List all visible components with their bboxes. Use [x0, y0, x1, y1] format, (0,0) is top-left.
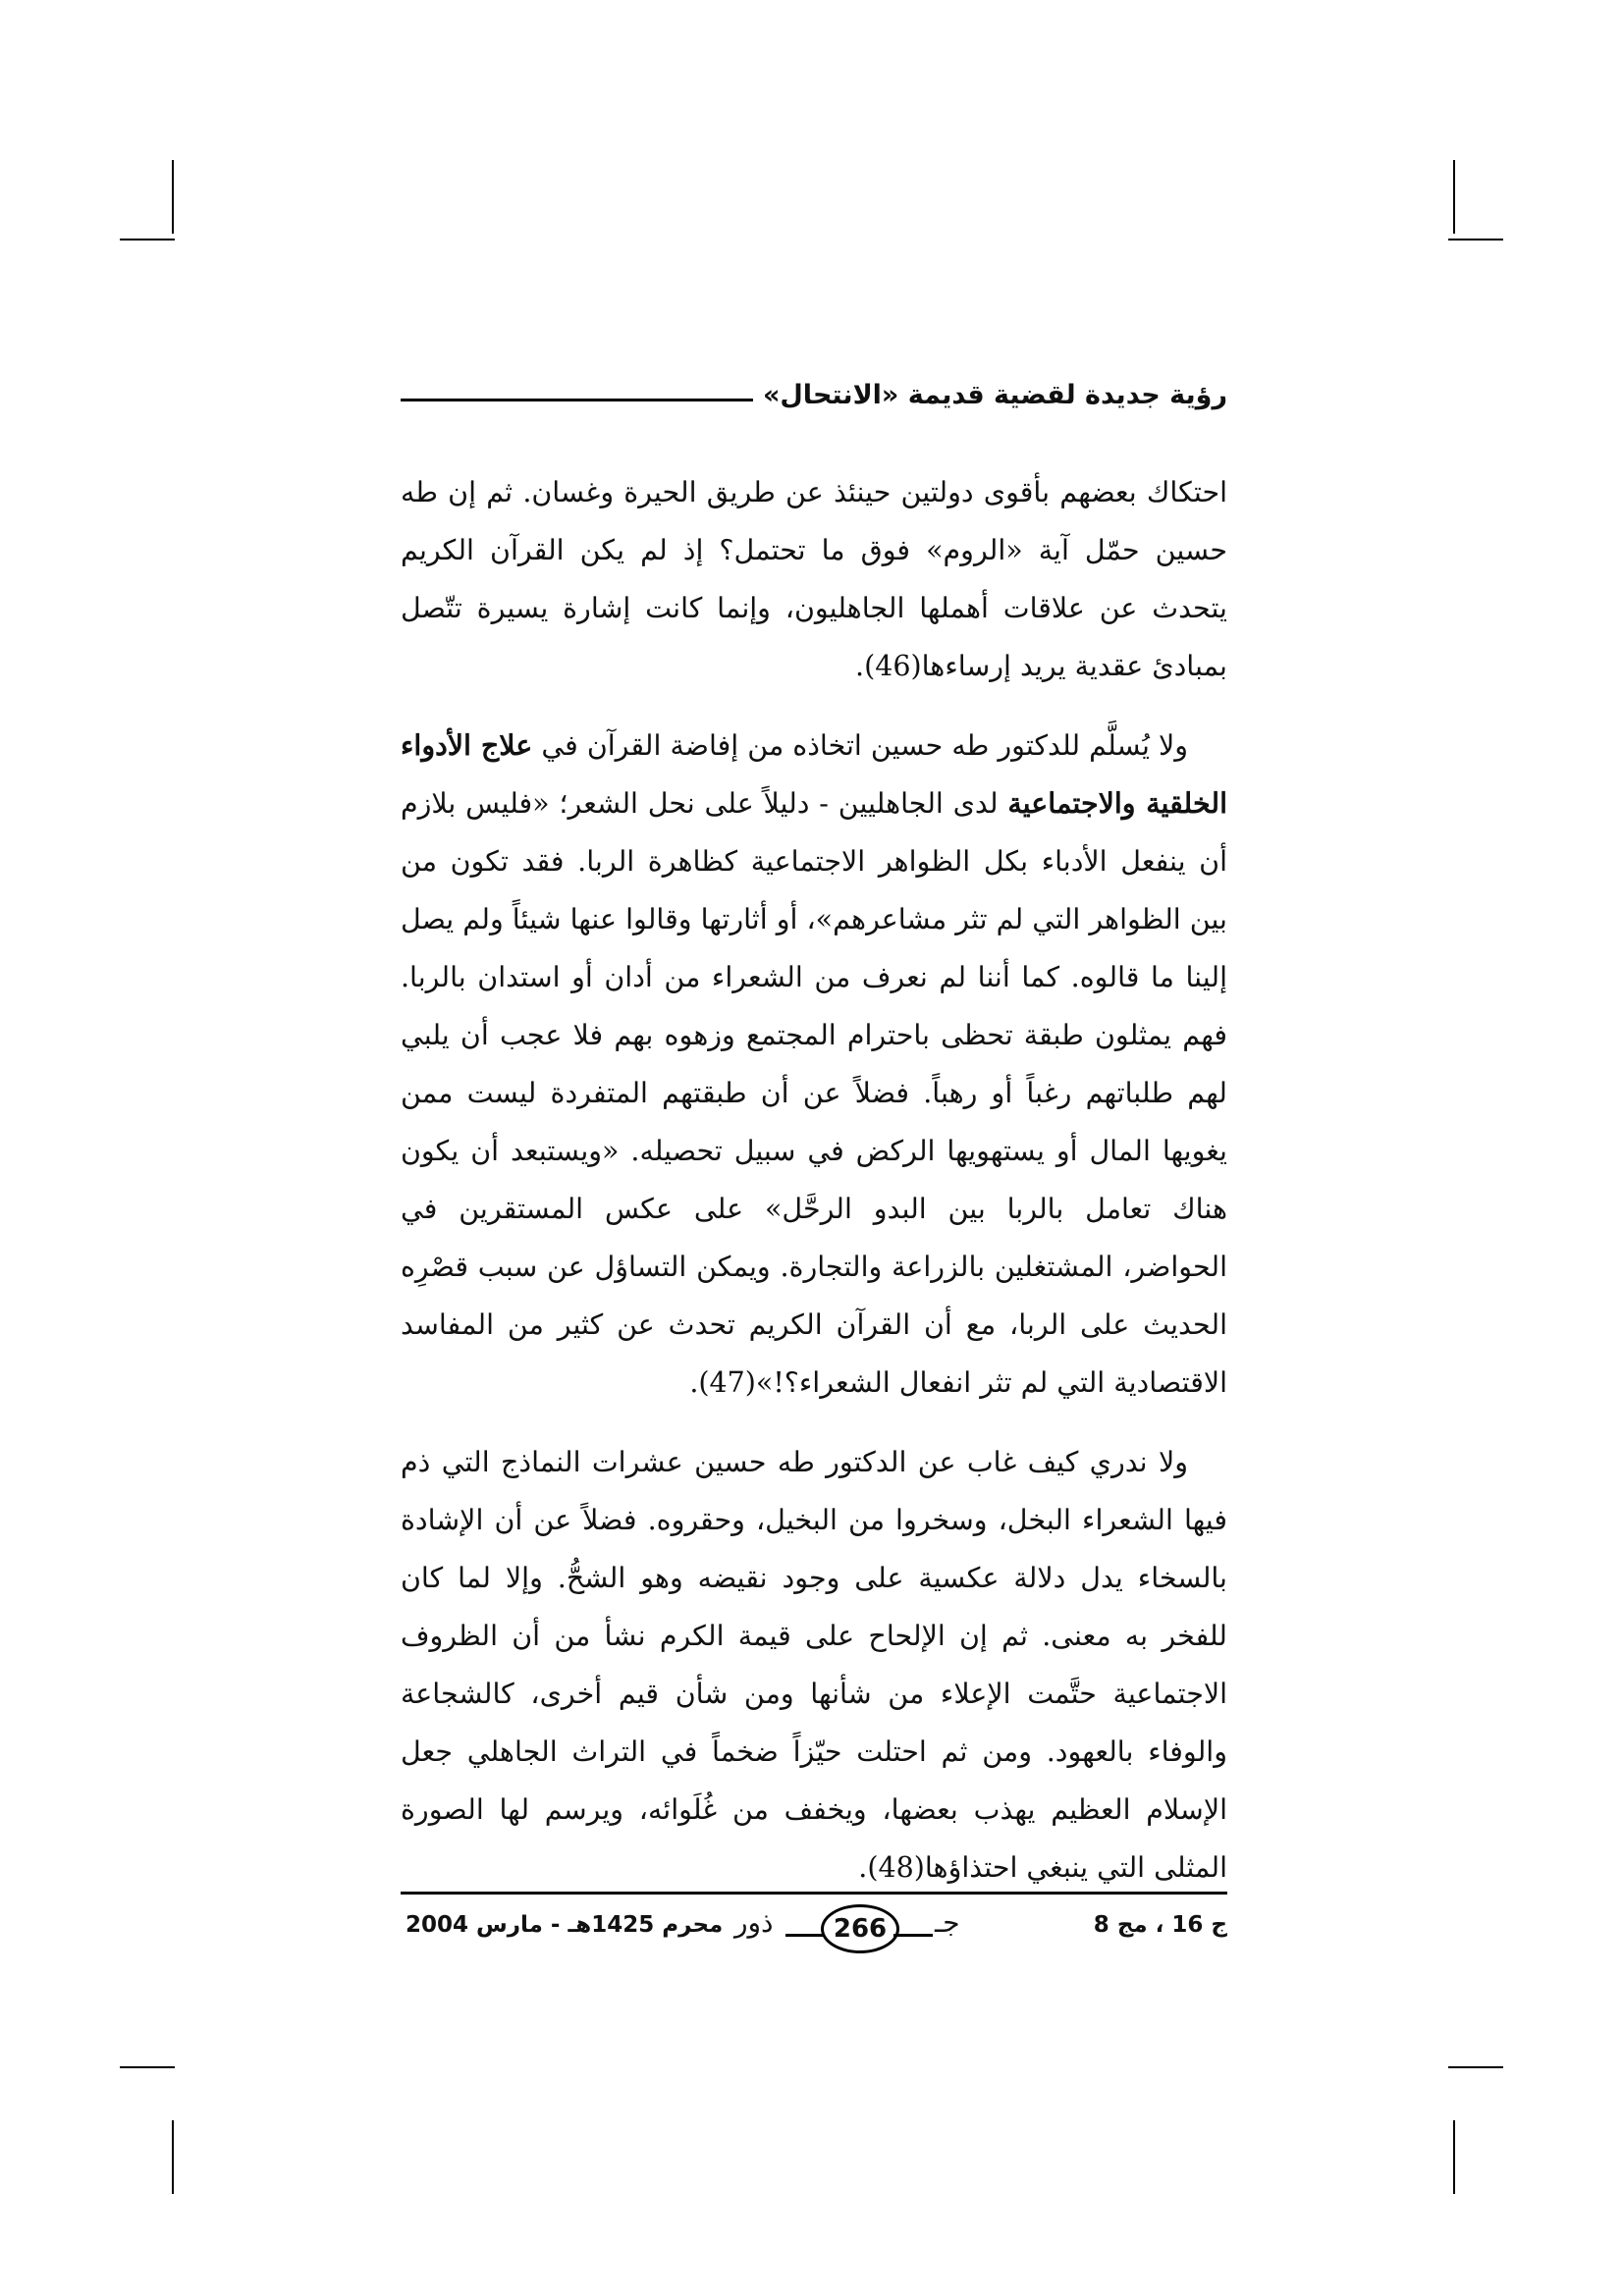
crop-mark — [120, 2066, 175, 2068]
paragraph-3: ولا ندري كيف غاب عن الدكتور طه حسين عشرات النماذج التي ذم فيها الشعراء البخل، وسخروا من البخيل، وحقروه. فضلاً عن أن الإشادة بالسخاء يدل دلالة عكسية على وجود نقيضه وهو الشحُّ. وإلا لما كان للفخر به معنى. ثم إن الإلحاح على قيمة الكرم نشأ من أن الظروف الاجتماعية حتَّمت الإعلاء من شأنها ومن شأن قيم أخرى، كالشجاعة والوفاء بالعهود. ومن ثم احتلت حيّزاً ضخماً في التراث الجاهلي جعل الإسلام العظيم يهذب بعضها، ويخفف من غُلَوائه، ويرسم لها الصورة المثلى التي ينبغي احتذاؤها(48). — [401, 1446, 1227, 1884]
paragraph-2 — [401, 717, 1227, 1412]
paragraph-1: احتكاك بعضهم بأقوى دولتين حينئذ عن طريق الحيرة وغسان. ثم إن طه حسين حمّل آية «الروم» فوق ما تحتمل؟ إذ لم يكن القرآن الكريم يتحدث عن علاقات أهملها الجاهليون، وإنما كانت إشارة يسيرة تتّصل بمبادئ عقدية يريد إرساءها(46). — [401, 476, 1227, 682]
paragraph-2-after: لدى الجاهليين - دليلاً على نحل الشعر؛ «فليس بلازم أن ينفعل الأدباء بكل الظواهر الاجتماعية كظاهرة الربا. فقد تكون من بين الظواهر التي لم تثر مشاعرهم»، أو أثارتها وقالوا عنها شيئاً ولم يصل إلينا ما قالوه. كما أننا لم نعرف من الشعراء من أدان أو استدان بالربا. فهم يمثلون طبقة تحظى باحترام المجتمع وزهوه بهم فلا عجب أن يلبي لهم طلباتهم رغباً أو رهباً. فضلاً عن أن طبقتهم المتفردة ليست ممن يغويها المال أو يستهويها الركض في سبيل تحصيله. «ويستبعد أن يكون هناك تعامل بالربا بين البدو الرحَّل» على عكس المستقرين في الحواضر، المشتغلين بالزراعة والتجارة. ويمكن التساؤل عن سبب قصْرِه الحديث على الربا، مع أن القرآن الكريم تحدث عن كثير من المفاسد الاقتصادية التي لم تثر انفعال الشعراء؟!»(47). — [401, 787, 1227, 1399]
crop-mark — [1453, 2120, 1455, 2194]
running-header-title: رؤية جديدة لقضية قديمة «الانتحال» — [762, 379, 1227, 410]
page-number: 266 — [821, 1904, 899, 1953]
journal-mark-line — [785, 1934, 823, 1937]
page-footer — [401, 1898, 1227, 1967]
issue-date: محرم 1425هـ - مارس 2004 — [406, 1912, 724, 1938]
journal-mark — [734, 1898, 970, 1957]
crop-mark — [1448, 2066, 1503, 2068]
crop-mark — [172, 160, 174, 234]
paragraph-2-before: ولا يُسلَّم للدكتور طه حسين اتخاذه من إفاضة القرآن في — [532, 729, 1189, 762]
paragraph-2-bold-phrase: علاج الأدواء الخلقية والاجتماعية — [401, 728, 1227, 820]
journal-mark-line — [893, 1934, 933, 1937]
journal-name-right: جـ — [935, 1906, 960, 1939]
crop-mark — [172, 2120, 174, 2194]
running-header — [401, 375, 1227, 414]
body-text — [401, 463, 1227, 1918]
document-page — [401, 365, 1227, 1944]
header-rule — [401, 399, 753, 401]
crop-mark — [1453, 160, 1455, 234]
crop-mark — [120, 239, 175, 240]
footer-rule — [401, 1892, 1227, 1895]
crop-mark — [1448, 239, 1503, 240]
issue-volume: ج 16 ، مج 8 — [1093, 1912, 1227, 1938]
journal-name-left: ذور — [734, 1906, 774, 1939]
